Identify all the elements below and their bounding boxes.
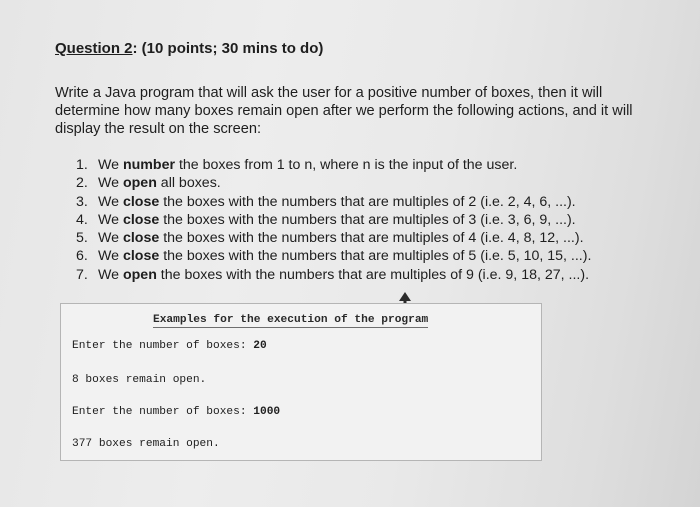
step-item: 2. We open all boxes. <box>76 175 221 192</box>
example-input-2: 1000 <box>253 406 281 418</box>
step-item: 3. We close the boxes with the numbers that are multiples of 2 (i.e. 2, 4, 6, ...). <box>76 193 576 210</box>
step-item: 1. We number the boxes from 1 to n, where n is the input of the user. <box>76 157 518 173</box>
example-result-1: 8 boxes remain open. <box>72 374 207 386</box>
question-heading <box>55 40 323 57</box>
examples-title: Examples for the execution of the program <box>153 314 429 326</box>
step-item: 7. We open the boxes with the numbers that are multiples of 9 (i.e. 9, 18, 27, ...). <box>76 266 590 283</box>
step-item: 4. We close the boxes with the numbers that are multiples of 3 (i.e. 3, 6, 9, ...). <box>76 211 576 228</box>
example-result-2: 377 boxes remain open. <box>72 438 220 450</box>
examples-box <box>60 303 542 461</box>
steps-list <box>76 156 666 284</box>
example-input-1: 20 <box>253 340 267 352</box>
question-meta: : (10 points; 30 mins to do) <box>132 40 324 57</box>
step-item: 6. We close the boxes with the numbers that are multiples of 5 (i.e. 5, 10, 15, ...). <box>76 248 592 265</box>
question-label: Question 2 <box>55 40 133 57</box>
example-prompt-1: Enter the number of boxes: 20 <box>72 340 267 352</box>
step-item: 5. We close the boxes with the numbers that are multiples of 4 (i.e. 4, 8, 12, ...). <box>76 230 584 247</box>
example-prompt-2: Enter the number of boxes: 1000 <box>72 406 281 418</box>
question-intro: Write a Java program that will ask the user for a positive number of boxes, then it will determine how many boxes remain open after we perform the following actions, and it will display the result on the screen: <box>55 85 633 137</box>
